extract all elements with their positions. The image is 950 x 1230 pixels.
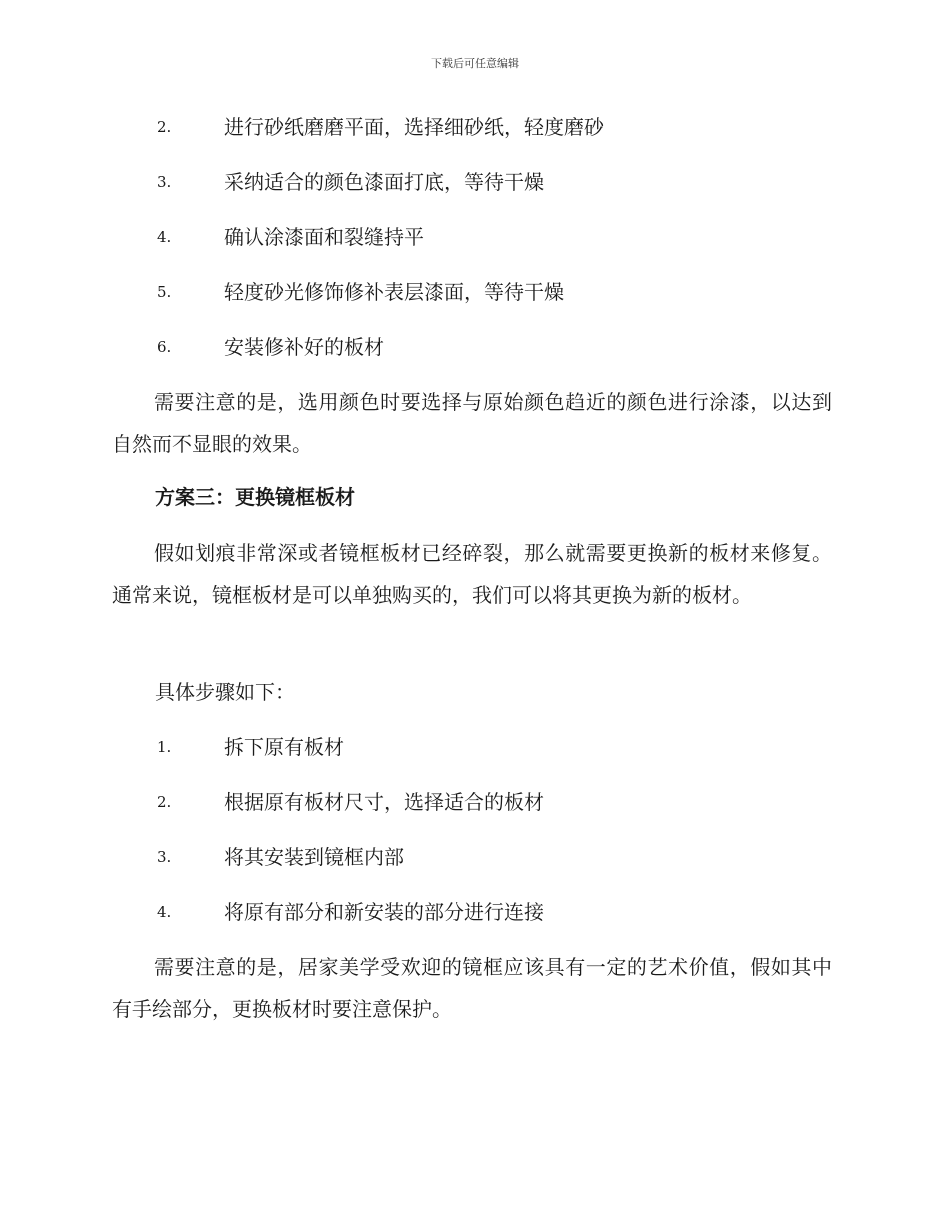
- list-text: 采纳适合的颜色漆面打底，等待干燥: [224, 170, 544, 194]
- list-item: [0, 897, 950, 927]
- list-text: 安装修补好的板材: [224, 335, 384, 359]
- list-item: [0, 842, 950, 872]
- header-note: 下载后可任意编辑: [431, 57, 519, 70]
- list-text: 确认涂漆面和裂缝持平: [224, 225, 424, 249]
- steps-label: 具体步骤如下：: [155, 680, 295, 704]
- note-paragraph: 需要注意的是，居家美学受欢迎的镜框应该具有一定的艺术价值，假如其中有手绘部分，更换板材时要注意保护。: [112, 955, 832, 1021]
- list-number: 6.: [157, 338, 172, 356]
- list-number: 1.: [157, 738, 172, 756]
- list-item: [0, 222, 950, 252]
- list-item: [0, 332, 950, 362]
- list-text: 将其安装到镜框内部: [224, 845, 404, 869]
- list-item: [0, 167, 950, 197]
- list-number: 3.: [157, 173, 172, 191]
- list-text: 轻度砂光修饰修补表层漆面，等待干燥: [224, 280, 564, 304]
- list-text: 进行砂纸磨磨平面，选择细砂纸，轻度磨砂: [224, 115, 604, 139]
- section-intro-paragraph: 假如划痕非常深或者镜框板材已经碎裂，那么就需要更换新的板材来修复。通常来说，镜框板材是可以单独购买的，我们可以将其更换为新的板材。: [112, 541, 832, 607]
- list-item: [0, 787, 950, 817]
- list-item: [0, 277, 950, 307]
- list-text: 将原有部分和新安装的部分进行连接: [224, 900, 544, 924]
- list-number: 2.: [157, 793, 172, 811]
- list-number: 2.: [157, 118, 172, 136]
- list-number: 5.: [157, 283, 172, 301]
- note-paragraph: 需要注意的是，选用颜色时要选择与原始颜色趋近的颜色进行涂漆，以达到自然而不显眼的效果。: [112, 390, 832, 456]
- section-heading: 方案三：更换镜框板材: [155, 485, 355, 509]
- list-text: 根据原有板材尺寸，选择适合的板材: [224, 790, 544, 814]
- list-item: [0, 732, 950, 762]
- list-number: 4.: [157, 228, 172, 246]
- list-number: 3.: [157, 848, 172, 866]
- list-number: 4.: [157, 903, 172, 921]
- list-text: 拆下原有板材: [224, 735, 344, 759]
- list-item: [0, 112, 950, 142]
